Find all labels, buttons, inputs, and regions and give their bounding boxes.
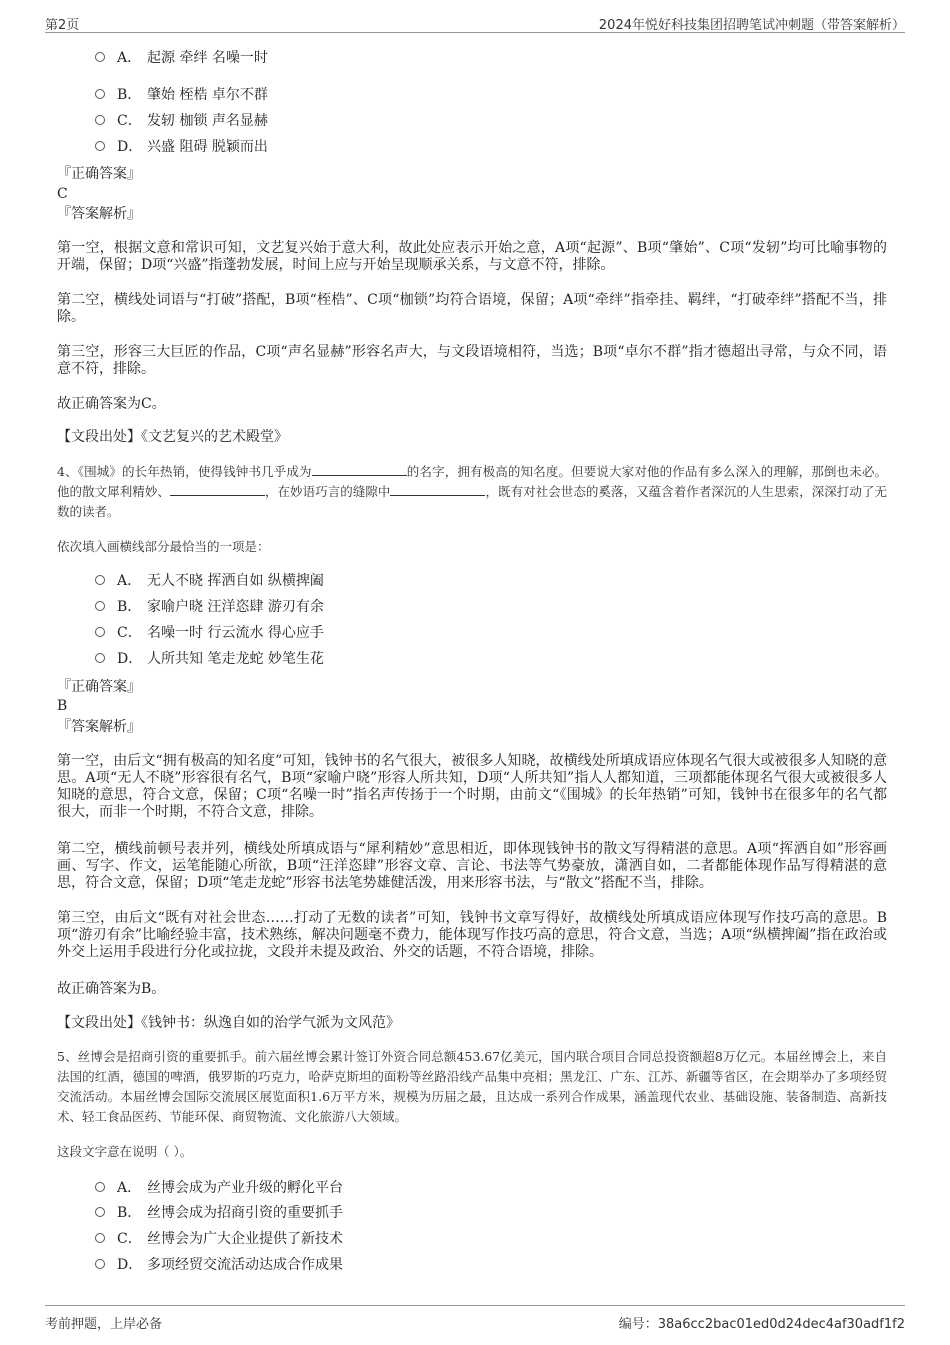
q4-conclusion: 故正确答案为B。 [57, 981, 166, 997]
blank-2 [170, 482, 265, 496]
radio-icon[interactable] [95, 115, 105, 125]
radio-icon[interactable] [95, 601, 105, 611]
radio-icon[interactable] [95, 1259, 105, 1269]
radio-icon[interactable] [95, 653, 105, 663]
q3-analysis-label: 『答案解析』 [57, 206, 141, 222]
q5-option-b[interactable]: B． 丝博会成为招商引资的重要抓手 [95, 1202, 343, 1224]
q4-prompt: 依次填入画横线部分最恰当的一项是： [57, 539, 270, 554]
q4-option-a[interactable]: A． 无人不晓 挥洒自如 纵横捭阖 [95, 570, 324, 592]
radio-icon[interactable] [95, 1233, 105, 1243]
blank-3 [390, 482, 485, 496]
q4-option-c[interactable]: C． 名噪一时 行云流水 得心应手 [95, 622, 324, 644]
document-code: 编号：38a6cc2bac01ed0d24dec4af30adf1f2 [618, 1317, 905, 1332]
radio-icon[interactable] [95, 89, 105, 99]
q5-text: 5、丝博会是招商引资的重要抓手。前六届丝博会累计签订外资合同总额453.67亿美元，国内联合项目合同总投资额超8万亿元。本届丝博会上，来自法国的红酒，德国的啤酒，俄罗斯的巧克力，哈萨克斯坦的面粉等丝路沿线产品集中亮相；黑龙江、广东、江苏、新疆等省区，在会期举办了多项经贸交流活动。本届丝博会国际交流展区展览面积1.6万平方米，规模为历届之最，且达成一系列合作成果，涵盖现代农业、基础设施、装备制造、高新技术、轻工食品医药、节能环保、商贸物流、文化旅游八大领域。 [57, 1049, 887, 1124]
blank-1 [312, 462, 407, 476]
q3-source: 【文段出处】《文艺复兴的艺术殿堂》 [57, 429, 288, 445]
radio-icon[interactable] [95, 627, 105, 637]
radio-icon[interactable] [95, 575, 105, 585]
q3-answer-label: 『正确答案』 [57, 166, 141, 182]
q4-source: 【文段出处】《钱钟书：纵逸自如的治学气派为文风范》 [57, 1015, 400, 1031]
q3-analysis-3: 第三空，形容三大巨匠的作品，C项“声名显赫”形容名声大，与文段语境相符，当选；B项“卓尔不群”指才德超出寻常，与众不同，语意不符，排除。 [57, 344, 887, 377]
radio-icon[interactable] [95, 141, 105, 151]
q3-option-d[interactable]: D． 兴盛 阻碍 脱颖而出 [95, 136, 268, 158]
header-divider [45, 32, 905, 33]
q5-option-a[interactable]: A． 丝博会成为产业升级的孵化平台 [95, 1177, 343, 1199]
page-number: 第2页 [45, 18, 80, 33]
q4-analysis-label: 『答案解析』 [57, 719, 141, 735]
q5-option-d[interactable]: D． 多项经贸交流活动达成合作成果 [95, 1254, 343, 1276]
q4-analysis-2: 第二空，横线前顿号表并列，横线处所填成语与“犀利精妙”意思相近，即体现钱钟书的散文写得精湛的意思。A项“挥洒自如”形容画画、写字、作文，运笔能随心所欲，B项“汪洋恣肆”形容文章、言论、书法等气势豪放，潇洒自如，二者都能体现作品写得精湛的意思，符合文意，保留；D项“笔走龙蛇”形容书法笔势雄健活泼，用来形容书法，与“散文”搭配不当，排除。 [57, 841, 887, 891]
q5-option-c[interactable]: C． 丝博会为广大企业提供了新技术 [95, 1228, 343, 1250]
radio-icon[interactable] [95, 1207, 105, 1217]
q3-option-b[interactable]: B． 肇始 桎梏 卓尔不群 [95, 84, 268, 106]
footer-divider [45, 1305, 905, 1306]
q3-option-a[interactable]: A． 起源 牵绊 名噪一时 [95, 47, 268, 69]
document-title: 2024年悦好科技集团招聘笔试冲刺题（带答案解析） [598, 18, 905, 33]
q4-option-b[interactable]: B． 家喻户晓 汪洋恣肆 游刃有余 [95, 596, 324, 618]
q4-answer: B [57, 698, 68, 714]
q3-option-c[interactable]: C． 发轫 枷锁 声名显赫 [95, 110, 268, 132]
q5-prompt: 这段文字意在说明（ ）。 [57, 1144, 193, 1159]
q3-analysis-1: 第一空，根据文意和常识可知，文艺复兴始于意大利，故此处应表示开始之意，A项“起源”、B项“肇始”、C项“发轫”均可比喻事物的开端，保留；D项“兴盛”指蓬勃发展，时间上应与开始呈现顺承关系，与文意不符，排除。 [57, 240, 887, 273]
footer-slogan: 考前押题，上岸必备 [45, 1317, 163, 1332]
q4-analysis-3: 第三空，由后文“既有对社会世态……打动了无数的读者”可知，钱钟书文章写得好，故横线处所填成语应体现写作技巧高的意思。B项“游刃有余”比喻经验丰富，技术熟练，解决问题毫不费力，能体现写作技巧高的意思，符合文意，当选；A项“纵横捭阖”指在政治或外交上运用手段进行分化或拉拢，文段并未提及政治、外交的话题，不符合语境，排除。 [57, 910, 887, 960]
q3-answer: C [57, 186, 68, 202]
q4-analysis-1: 第一空，由后文“拥有极高的知名度”可知，钱钟书的名气很大，被很多人知晓，故横线处所填成语应体现名气很大或被很多人知晓的意思。A项“无人不晓”形容很有名气，B项“家喻户晓”形容人所共知，D项“人所共知”指人人都知道，三项都能体现名气很大或被很多人知晓的意思，符合文意，保留；C项“名噪一时”指名声传扬于一个时期，由前文“《围城》的长年热销”可知，钱钟书在很多年的名气都很大，而非一个时期，不符合文意，排除。 [57, 753, 887, 820]
q3-analysis-2: 第二空，横线处词语与“打破”搭配，B项“桎梏”、C项“枷锁”均符合语境，保留；A项“牵绊”指牵挂、羁绊，“打破牵绊”搭配不当，排除。 [57, 292, 887, 325]
q4-text: 4、《围城》的长年热销，使得钱钟书几乎成为 的名字，拥有极高的知名度。但要说大家对他的作品有多么深入的理解，那倒也未必。他的散文犀利精妙、 ，在妙语巧言的缝隙中 ，既有对社会世态的奚落，又蕴含着作者深沉的人生思索，深深打动了无数的读者。 [57, 464, 887, 519]
radio-icon[interactable] [95, 52, 105, 62]
q4-answer-label: 『正确答案』 [57, 679, 141, 695]
q3-conclusion: 故正确答案为C。 [57, 396, 166, 412]
radio-icon[interactable] [95, 1182, 105, 1192]
q4-option-d[interactable]: D． 人所共知 笔走龙蛇 妙笔生花 [95, 648, 324, 670]
